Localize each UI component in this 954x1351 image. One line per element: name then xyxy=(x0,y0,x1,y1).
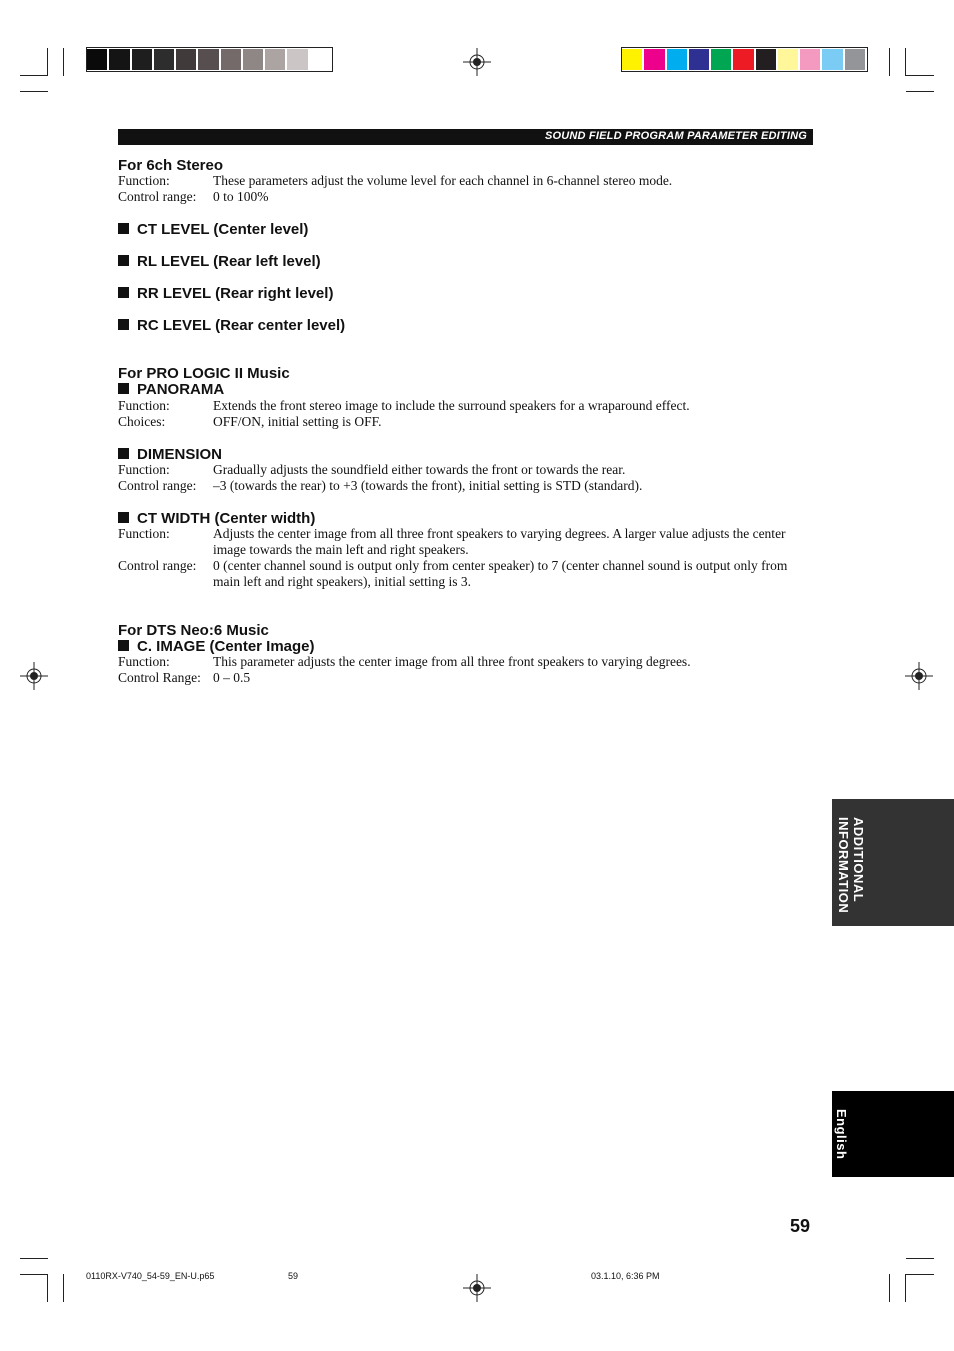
gray-swatch xyxy=(154,49,174,70)
color-swatch xyxy=(711,49,731,70)
heading-text: CT LEVEL (Center level) xyxy=(137,221,309,238)
row-label: Function: xyxy=(118,526,170,541)
row-value: 0 (center channel sound is output only from center speaker) to 7 (center channel sound is output only from main left and right speakers), initial setting is 3. xyxy=(213,558,788,589)
color-swatch xyxy=(822,49,842,70)
row-value: Adjusts the center image from all three front speakers to varying degrees. A larger value adjusts the center image towards the main left and right speakers. xyxy=(213,526,786,557)
color-swatch xyxy=(689,49,709,70)
section-title-6ch-stereo: For 6ch Stereo xyxy=(118,157,224,174)
section-header-bar xyxy=(118,129,813,145)
gray-swatch xyxy=(198,49,218,70)
registration-mark-icon xyxy=(905,662,933,690)
row-value: Gradually adjusts the soundfield either towards the front or towards the rear. xyxy=(213,462,626,477)
registration-mark-icon xyxy=(463,1274,491,1302)
param-heading-rc-level xyxy=(118,318,345,334)
color-swatch xyxy=(622,49,642,70)
heading-text: RL LEVEL (Rear left level) xyxy=(137,253,321,270)
row-label: Control range: xyxy=(118,478,197,493)
row-label: Control range: xyxy=(118,558,197,573)
footer-filename: 0110RX-V740_54-59_EN-U.p65 xyxy=(86,1271,215,1281)
heading-text: PANORAMA xyxy=(137,381,225,398)
param-heading-rr-level xyxy=(118,286,333,302)
color-swatch xyxy=(800,49,820,70)
row-value: This parameter adjusts the center image from all three front speakers to varying degrees. xyxy=(213,654,691,669)
heading-text: C. IMAGE (Center Image) xyxy=(137,638,315,655)
bullet-square-icon xyxy=(118,448,129,459)
bullet-square-icon xyxy=(118,255,129,266)
color-swatch xyxy=(667,49,687,70)
gray-swatch xyxy=(109,49,129,70)
bullet-square-icon xyxy=(118,512,129,523)
gray-swatch xyxy=(221,49,241,70)
side-tab-label: English xyxy=(834,1109,849,1160)
registration-mark-icon xyxy=(20,662,48,690)
bullet-square-icon xyxy=(118,383,129,394)
param-heading-ct-level xyxy=(118,222,308,238)
param-heading-panorama xyxy=(118,382,224,398)
row-label: Choices: xyxy=(118,414,166,429)
row-label: Function: xyxy=(118,654,170,669)
row-value: OFF/ON, initial setting is OFF. xyxy=(213,414,382,429)
row-value: These parameters adjust the volume level for each channel in 6-channel stereo mode. xyxy=(213,173,673,188)
row-value: –3 (towards the rear) to +3 (towards the front), initial setting is STD (standard). xyxy=(213,478,643,493)
row-label: Control Range: xyxy=(118,670,201,685)
bullet-square-icon xyxy=(118,223,129,234)
row-label: Control range: xyxy=(118,189,197,204)
header-title: SOUND FIELD PROGRAM PARAMETER EDITING xyxy=(544,130,807,142)
bullet-square-icon xyxy=(118,319,129,330)
heading-text: RR LEVEL (Rear right level) xyxy=(137,285,334,302)
heading-text: DIMENSION xyxy=(137,446,223,463)
bullet-square-icon xyxy=(118,640,129,651)
gray-swatch xyxy=(176,49,196,70)
side-tab-english xyxy=(832,1091,954,1177)
footer-timestamp: 03.1.10, 6:36 PM xyxy=(591,1271,660,1281)
param-heading-ct-width xyxy=(118,511,315,527)
color-swatch xyxy=(845,49,865,70)
param-heading-c-image xyxy=(118,639,315,655)
registration-mark-icon xyxy=(463,48,491,76)
grayscale-calibration-bar xyxy=(86,47,333,72)
section-title-prologic: For PRO LOGIC II Music xyxy=(118,365,290,382)
gray-swatch xyxy=(287,49,307,70)
gray-swatch xyxy=(310,49,330,70)
heading-text: CT WIDTH (Center width) xyxy=(137,510,316,527)
row-value: 0 – 0.5 xyxy=(213,670,251,685)
gray-swatch xyxy=(243,49,263,70)
color-swatch xyxy=(756,49,776,70)
gray-swatch xyxy=(265,49,285,70)
row-label: Function: xyxy=(118,173,170,188)
row-label: Function: xyxy=(118,398,170,413)
row-label: Function: xyxy=(118,462,170,477)
color-swatch xyxy=(733,49,753,70)
bullet-square-icon xyxy=(118,287,129,298)
side-tab-label: ADDITIONAL INFORMATION xyxy=(836,817,866,914)
side-tab-additional-information xyxy=(832,799,954,926)
param-heading-rl-level xyxy=(118,254,321,270)
color-swatch xyxy=(644,49,664,70)
footer-page: 59 xyxy=(288,1271,299,1281)
page-number: 59 xyxy=(790,1216,811,1236)
param-heading-dimension xyxy=(118,447,222,463)
color-swatch xyxy=(778,49,798,70)
gray-swatch xyxy=(132,49,152,70)
gray-swatch xyxy=(87,49,107,70)
section-title-dts-neo6: For DTS Neo:6 Music xyxy=(118,622,269,639)
row-value: Extends the front stereo image to include the surround speakers for a wraparound effect. xyxy=(213,398,690,413)
color-calibration-bar xyxy=(621,47,868,72)
heading-text: RC LEVEL (Rear center level) xyxy=(137,317,346,334)
row-value: 0 to 100% xyxy=(213,189,269,204)
